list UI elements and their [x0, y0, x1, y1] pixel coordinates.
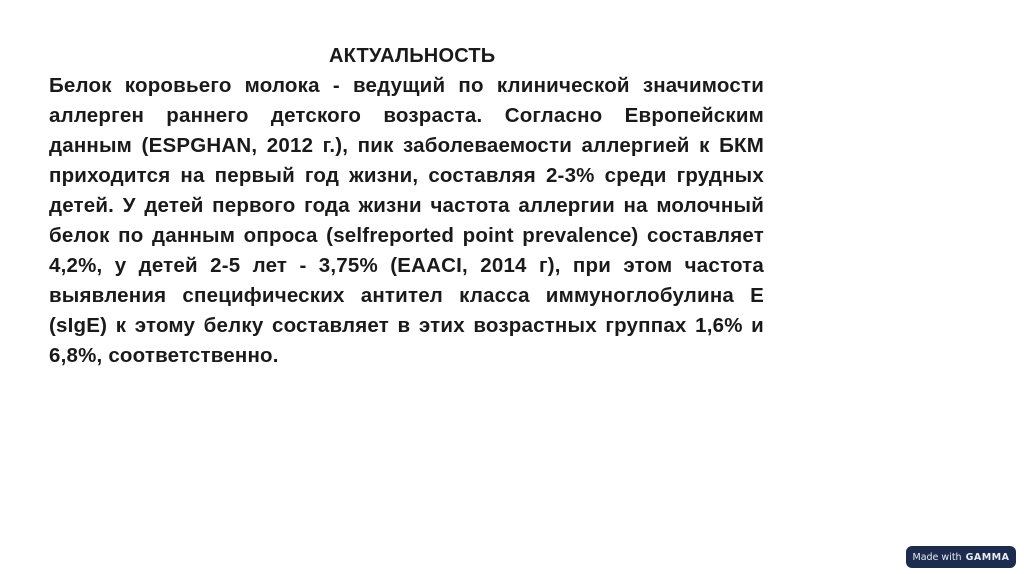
slide-content — [49, 41, 764, 371]
slide-heading: АКТУАЛЬНОСТЬ — [329, 45, 496, 67]
slide-paragraph: Белок коровьего молока - ведущий по клинической значимости аллерген раннего детского возраста. Согласно Европейским данным (ESPGHAN, 2012 г.), пик заболеваемости аллергией к БКМ приходится на первый год жизни, составляя 2-3% среди грудных детей. У детей первого года жизни частота аллергии на молочный белок по данным опроса (selfreported point prevalence) составляет 4,2%, у детей 2-5 лет - 3,75% (EAACI, 2014 г), при этом частота выявления специфических антител класса иммуноглобулина Е (sIgE) к этому белку составляет в этих возрастных группах 1,6% и 6,8%, соответственно. — [49, 74, 764, 367]
made-with-gamma-badge[interactable] — [906, 546, 1016, 568]
badge-prefix: Made with — [912, 551, 962, 563]
badge-brand: GAMMA — [965, 551, 1010, 563]
